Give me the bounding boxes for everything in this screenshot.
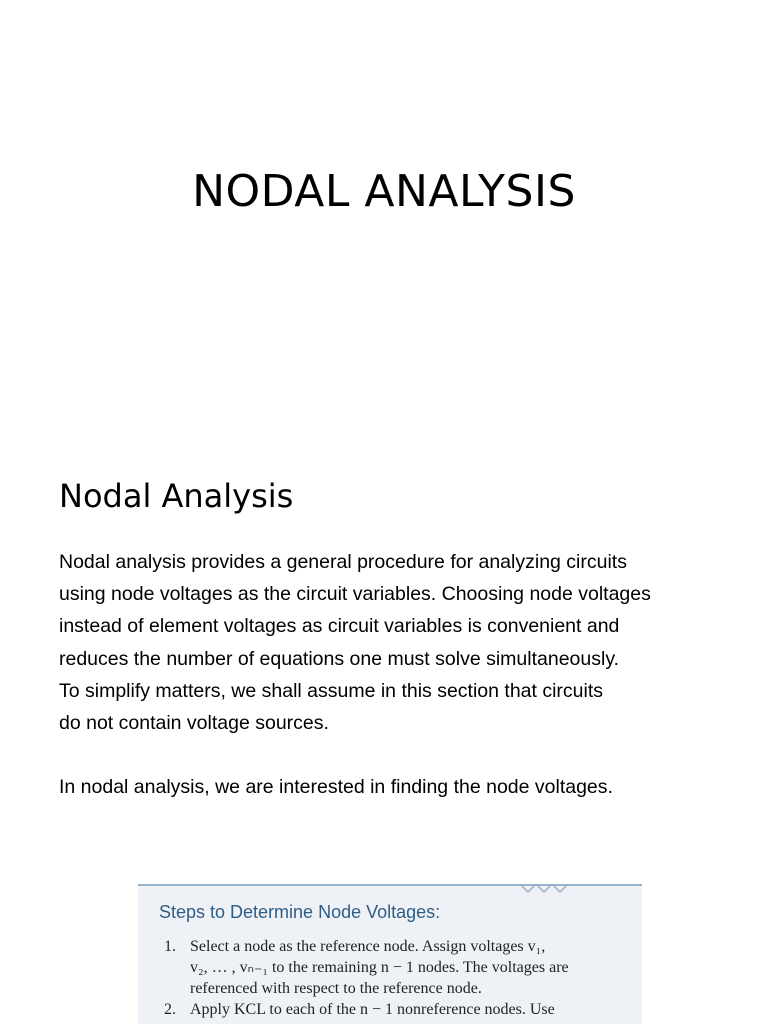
intro-line: reduces the number of equations one must solve simultaneously.: [59, 647, 620, 670]
intro-line: Nodal analysis provides a general procedure for analyzing circuits: [59, 551, 627, 573]
notch-decoration-icon: [520, 884, 580, 896]
step-line: Select a node as the reference node. Assign voltages v₁,: [190, 938, 546, 955]
step-line: v₂, … , vₙ₋₁ to the remaining n − 1 nodes. The voltages are: [190, 959, 569, 976]
step-number: 1.: [164, 938, 176, 955]
step-line: Apply KCL to each of the n − 1 nonreference nodes. Use: [190, 1001, 555, 1018]
intro-line: do not contain voltage sources.: [59, 712, 329, 735]
intro-line: using node voltages as the circuit variables. Choosing node voltages: [59, 583, 651, 606]
step-number: 2.: [164, 1001, 176, 1018]
steps-list: [164, 936, 624, 1020]
intro-line: To simplify matters, we shall assume in this section that circuits: [59, 679, 604, 702]
goal-paragraph: In nodal analysis, we are interested in finding the node voltages.: [59, 776, 613, 798]
step-line: referenced with respect to the reference node.: [190, 980, 482, 997]
section-heading: Nodal Analysis: [59, 477, 294, 515]
steps-figure: [138, 884, 642, 1024]
intro-paragraph: [59, 546, 739, 739]
slide-title: NODAL ANALYSIS: [192, 166, 576, 217]
intro-line: instead of element voltages as circuit variables is convenient and: [59, 615, 620, 638]
steps-title: Steps to Determine Node Voltages:: [159, 902, 441, 922]
step-item: [164, 999, 624, 1020]
step-item: [164, 936, 624, 999]
